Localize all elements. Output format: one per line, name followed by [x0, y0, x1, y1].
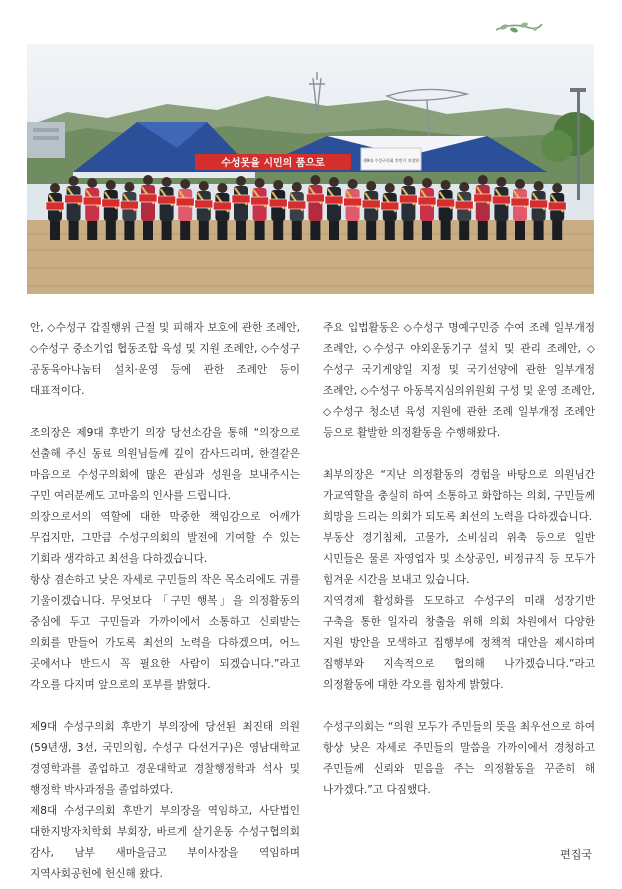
paragraph: 조의장은 제9대 후반기 의장 당선소감을 통해 “의장으로 선출해 주신 동료 의원님들께 깊이 감사드리며, 한결같은 마음으로 수성구의회에 많은 관심과 성원을 보내주시는 구민 여러분께도 고마움의 인사를 드립니다. — [30, 427, 300, 502]
left-article-column — [30, 318, 300, 885]
paragraph: 안, ◇수성구 갑질행위 근절 및 피해자 보호에 관한 조례안, ◇수성구 중소기업 협동조합 육성 및 지원 조례안, ◇수성구 공동육아나눔터 설치·운영 등에 관한 조례안 등이 대표적이다. — [30, 322, 300, 397]
leaf-ornament-icon — [494, 16, 544, 38]
group-photo — [27, 44, 594, 294]
paragraph: 지역경제 활성화를 도모하고 수성구의 미래 성장기반 구축을 통한 일자리 창출을 위해 의회 차원에서 다양한 지원 방안을 모색하고 집행부에 정책적 대안을 제시하며 집행부와 지속적으로 협의해 나가겠습니다.”라고 의정활동에 대한 각오를 힘차게 밝혔다. — [323, 595, 595, 691]
paragraph: 제8대 수성구의회 후반기 부의장을 역임하고, 사단법인 대한지방자치학회 부회장, 바르게 살기운동 수성구협의회 감사, 남부 새마을금고 부이사장을 역임하며 지역사회공헌에 헌신해 왔다. — [30, 805, 300, 880]
paragraph: 수성구의회는 “의원 모두가 주민들의 뜻을 최우선으로 하여 항상 낮은 자세로 주민들의 말씀을 가까이에서 경청하고 주민들께 신뢰와 믿음을 주는 의정활동을 꾸준히 해 나가겠다.”고 다짐했다. — [323, 721, 595, 796]
paragraph: 부동산 경기침체, 고물가, 소비심리 위축 등으로 일반 시민들은 물론 자영업자 및 소상공인, 비정규직 등 모두가 힘겨운 시간을 보내고 있습니다. — [323, 532, 595, 586]
author-signature: 편집국 — [560, 848, 592, 861]
paragraph: 의장으로서의 역할에 대한 막중한 책임감으로 어깨가 무겁지만, 그만큼 수성구의회의 발전에 기여할 수 있는 기회라 생각하고 최선을 다하겠습니다. — [30, 511, 300, 565]
sign-text: 제9대 수성구의회 후반기 의장단 — [362, 158, 420, 163]
paragraph: 항상 겸손하고 낮은 자세로 구민들의 작은 목소리에도 귀를 기울이겠습니다. 무엇보다 「구민 행복」을 의정활동의 중심에 두고 구민들과 가까이에서 소통하고 신뢰받는 의회를 만들어 가도록 최선의 노력을 다하겠으며, 어느 곳에서나 반드시 꼭 필요한 사람이 되겠습니다.”라고 각오를 다지며 앞으로의 포부를 밝혔다. — [30, 574, 300, 691]
right-article-column — [323, 318, 595, 801]
paragraph: 최부의장은 “지난 의정활동의 경험을 바탕으로 의원님간 가교역할을 충실히 하여 소통하고 화합하는 의회, 구민들께 희망을 드리는 의회가 되도록 최선의 노력을 다하겠습니다. — [323, 469, 595, 523]
paragraph: 제9대 수성구의회 후반기 부의장에 당선된 최진태 의원(59년생, 3선, 국민의힘, 수성구 다선거구)은 영남대학교 경영학과를 졸업하고 경운대학교 경찰행정학과 석사 및 행정학 박사과정을 졸업하였다. — [30, 721, 300, 796]
paragraph: 주요 입법활동은 ◇수성구 명예구민증 수여 조례 일부개정 조례안, ◇수성구 야외운동기구 설치 및 관리 조례안, ◇수성구 국기게양일 지정 및 국기선양에 관한 일부개정 조례안, ◇수성구 아동복지심의위원회 구성 및 운영 조례안, ◇수성구 청소년 육성 지원에 관한 조례 일부개정 조례안 등으로 활발한 의정활동을 수행해왔다. — [323, 322, 595, 439]
banner-text: 수성못을 시민의 품으로 — [221, 158, 325, 169]
